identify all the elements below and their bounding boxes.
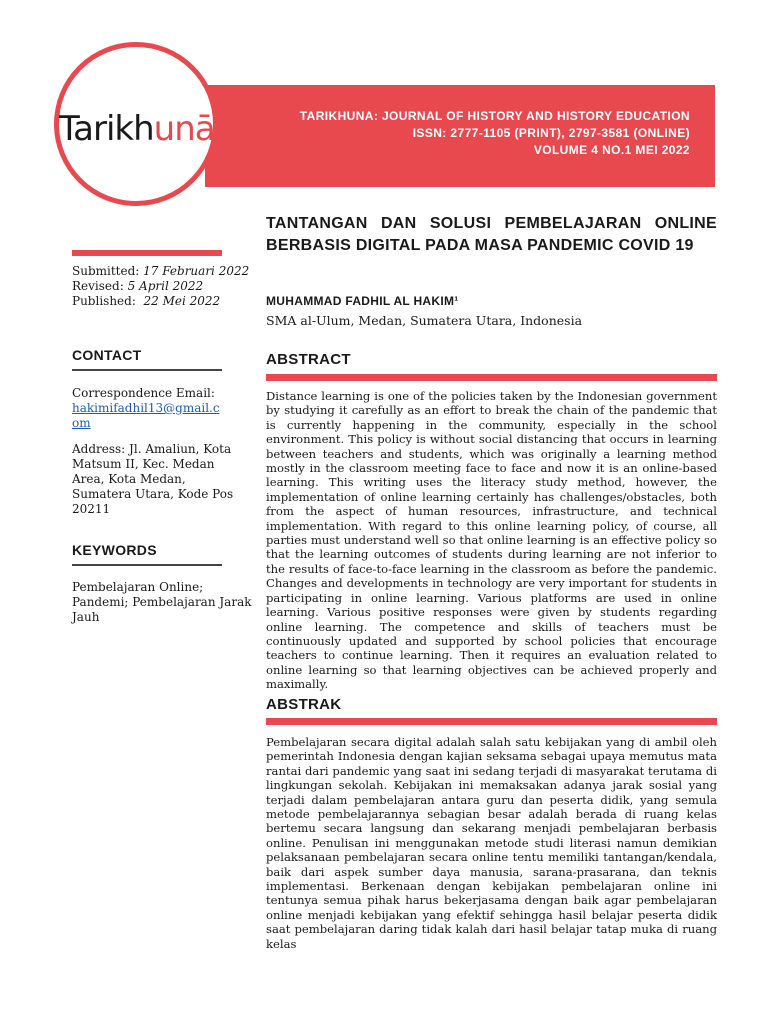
journal-logo xyxy=(54,42,218,206)
journal-volume: VOLUME 4 NO.1 MEI 2022 xyxy=(533,143,690,157)
abstract-heading: ABSTRACT xyxy=(266,351,351,368)
abstract-text: Distance learning is one of the policies taken by the Indonesian government by studying it carefully as an effort to break the chain of the pandemic that is currently happening in the community, especially in the school environment. This policy is without social distancing that occurs in learning between teachers and students, which was originally a learning method mostly in the classroom meeting face to face and now it is an online-based learning. This writing uses the literacy study method, however, the implementation of online learning certainly has challenges/obstacles, both from the aspect of human resources, infrastructure, and technical implementation. With regard to this online learning policy, of course, all parties must understand well so that online learning is an effective policy so that the learning outcomes of students during learning are not inferior to the results of face-to-face learning in the classroom as before the pandemic. Changes and developments in technology are very important for students in participating in online learning. Various platforms are used in online learning. Various positive responses were given by students regarding online learning. The competence and skills of teachers must be continuously updated and supported by school policies that encourage teachers to continue learning. Then it requires an evaluation related to online learning so that learning objectives can be achieved properly and maximally. xyxy=(266,389,717,692)
submitted-date: Submitted: 17 Februari 2022 xyxy=(72,264,250,278)
author-affiliation: SMA al-Ulum, Medan, Sumatera Utara, Indonesia xyxy=(266,313,583,328)
abstrak-heading: ABSTRAK xyxy=(266,696,342,713)
contact-heading: CONTACT xyxy=(72,347,142,363)
article-title: TANTANGAN DAN SOLUSI PEMBELAJARAN ONLINE BERBASIS DIGITAL PADA MASA PANDEMIC COVID 19 xyxy=(266,215,717,254)
email-link[interactable]: hakimifadhil13@gmail.com xyxy=(72,401,220,430)
keywords-heading: KEYWORDS xyxy=(72,542,157,558)
abstrak-rule xyxy=(266,718,717,725)
revised-date: Revised: 5 April 2022 xyxy=(72,279,204,293)
email-label: Correspondence Email: xyxy=(72,386,215,400)
journal-name: TARIKHUNA: JOURNAL OF HISTORY AND HISTORY EDUCATION xyxy=(299,109,690,123)
abstrak-text: Pembelajaran secara digital adalah salah satu kebijakan yang di ambil oleh pemerintah Indonesia dengan kajian seksama sebagai upaya memutus mata rantai dari pandemic yang saat ini sedang terjadi di masyarakat terutama di lingkungan sekolah. Kebijakan ini memaksakan adanya jarak sosial yang terjadi dalam pembelajaran antara guru dan peserta didik, yang semula metode pembelajarannya sebagian besar adalah berada di ruang kelas bertemu secara langsung dan sekarang menjadi pembelajaran berbasis online. Penulisan ini menggunakan metode studi literasi namun demikian pelaksanaan pembelajaran secara online tentu memiliki tantangan/kendala, baik dari aspek sumber daya manusia, sarana-prasarana, dan teknis implementasi. Berkenaan dengan kebijakan pembelajaran online ini tentunya semua pihak harus bekerjasama dengan baik agar pembelajaran online menjadi kebijakan yang efektif sehingga hasil belajar peserta didik saat pembelajaran daring tidak kalah dari hasil belajar tatap muka di ruang kelas xyxy=(266,735,717,951)
abstract-rule xyxy=(266,374,717,381)
contact-info xyxy=(72,386,247,517)
contact-rule xyxy=(72,369,222,371)
sidebar-divider-top xyxy=(72,250,222,256)
keywords-rule xyxy=(72,564,222,566)
address: Address: Jl. Amaliun, Kota Matsum II, Kec. Medan Area, Kota Medan, Sumatera Utara, Kode Pos 20211 xyxy=(72,442,234,516)
journal-info xyxy=(300,108,690,159)
logo-wordmark: Tarikhunā xyxy=(59,109,215,149)
published-date: Published: 22 Mei 2022 xyxy=(72,294,221,308)
article-dates xyxy=(72,264,249,309)
keywords-text: Pembelajaran Online; Pandemi; Pembelajaran Jarak Jauh xyxy=(72,580,252,624)
journal-issn: ISSN: 2777-1105 (PRINT), 2797-3581 (ONLINE) xyxy=(412,126,690,140)
author-name: MUHAMMAD FADHIL AL HAKIM¹ xyxy=(266,294,459,308)
